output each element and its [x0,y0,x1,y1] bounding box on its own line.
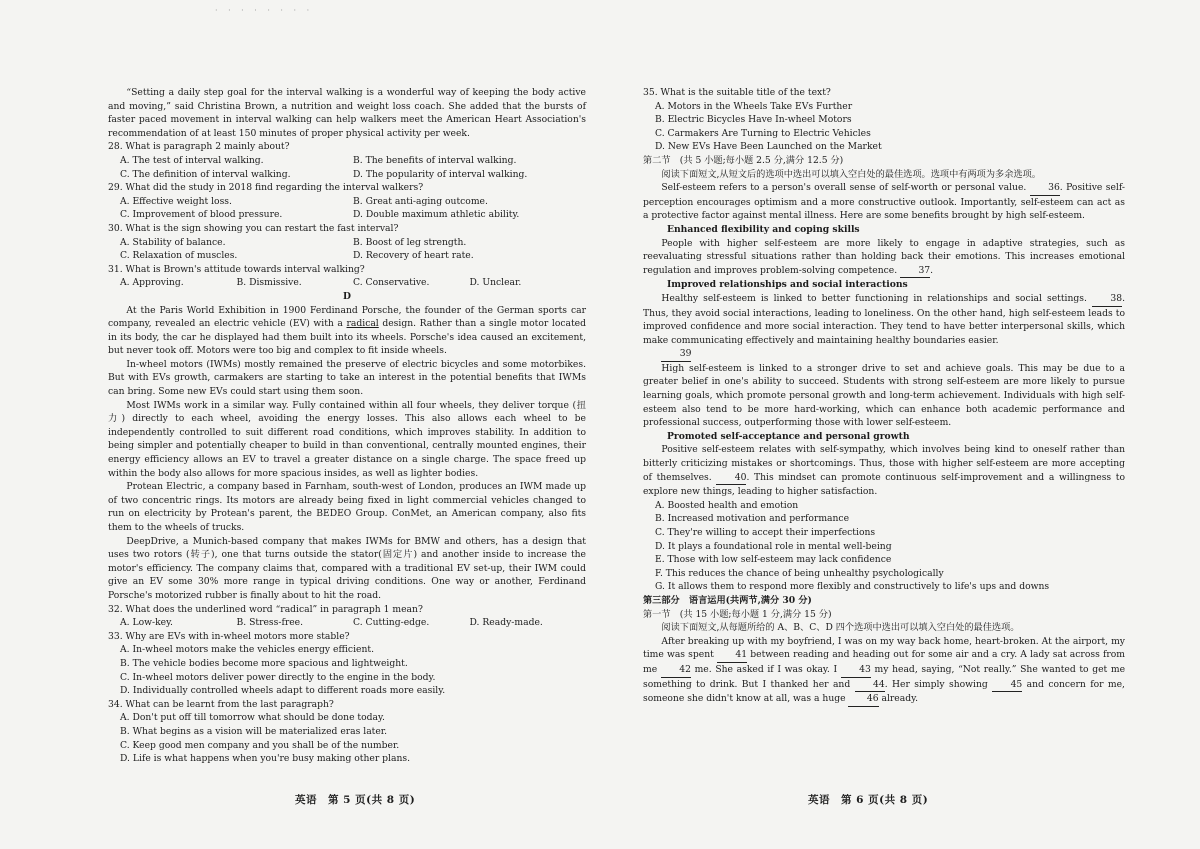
option: D. Unclear. [469,277,522,289]
subheading-relationships: Improved relationships and social interactions [667,279,908,291]
p2-text: People with higher self-esteem are more likely to engage in adaptive strategies, such as reevaluating stressful situations rather than holding back their emotions. This increases emotional regulation and improves problem-solving competence. [643,237,1125,276]
cloze-text: between reading and heading out for some air and a cry. A lady sat across from me [643,649,1125,675]
cloze-text: already. [881,693,918,705]
section-2-heading: 第二节 (共 5 小题;每小题 2.5 分,满分 12.5 分) [643,154,844,166]
scan-marks: · · · · · · · · [215,6,314,15]
question-34: 34. What can be learnt from the last paragraph? [108,698,334,710]
question-33: 33. Why are EVs with in-wheel motors more stable? [108,630,350,642]
option: B. Dismissive. [236,277,302,289]
intro-paragraph: “Setting a daily step goal for the interval walking is a wonderful way of keeping the body active and moving,” said Christina Brown, a nutrition and weight loss coach. She added that the bursts of faster paced movement in interval walking can help walkers meet the American Heart Association's recommendation of at least 150 minutes of proper physical activity per week. [108,87,586,139]
option: B. Boost of leg strength. [353,236,467,248]
q31-options [120,276,586,290]
cloze-text: my head, saying, “Not really.” She wanted to get me something to drink. But I thanked her and [643,663,1126,690]
question-31: 31. What is Brown's attitude towards interval walking? [108,263,365,275]
option: C. In-wheel motors deliver power directly to the engine in the body. [120,671,436,683]
passage-paragraph-3 [643,292,1125,347]
p3-text-end: . Thus, they avoid social interactions, leading to loneliness. On the other hand, high self-esteem leads to improved confidence and more social interaction. They tend to have better interpersonal skills, which make communicating effectively and maintaining healthy boundaries easier. [643,292,1126,346]
option: A. The test of interval walking. [120,154,264,166]
section-1-instructions: 阅读下面短文,从每题所给的 A、B、C、D 四个选项中选出可以填入空白处的最佳选项。 [661,622,1020,634]
d-paragraph-3: Most IWMs work in a similar way. Fully contained within all four wheels, they deliver torque (扭力) directly to each wheel, avoiding the energy losses. This also allows each wheel to be independently controlled to suit different road conditions, which improves stability. In addition to being simpler and potentially cheaper to build in than conventional, centrally mounted engines, their energy efficiency allows an EV to travel a greater distance on a single charge. The space freed up within the body also allows for more spacious insides, as well as lighter bodies. [108,399,586,479]
right-page [643,86,1125,707]
choice-option: E. Those with low self-esteem may lack confidence [655,554,892,566]
option: A. Low-key. [120,617,173,629]
q32-options [120,616,586,630]
subheading-self-acceptance: Promoted self-acceptance and personal growth [667,430,910,442]
section-2-instructions: 阅读下面短文,从短文后的选项中选出可以填入空白处的最佳选项。选项中有两项为多余选项。 [661,168,1041,180]
option: B. Electric Bicycles Have In-wheel Motors [655,114,852,126]
q29-options [120,195,586,222]
cloze-text: me. She asked if I was okay. I [694,663,838,675]
choice-option: B. Increased motivation and performance [655,513,850,525]
part-3-heading: 第三部分 语言运用(共两节,满分 30 分) [643,594,812,606]
blank-39-line [643,347,1125,362]
option: B. The benefits of interval walking. [353,154,517,166]
option: B. The vehicle bodies become more spacious and lightweight. [120,657,408,669]
q28-options [120,154,586,181]
passage-paragraph-1 [643,181,1125,223]
section-1-heading: 第一节 (共 15 小题;每小题 1 分,满分 15 分) [643,608,832,620]
question-30: 30. What is the sign showing you can restart the fast interval? [108,222,399,234]
question-32: 32. What does the underlined word “radical” in paragraph 1 mean? [108,603,423,615]
option: B. Stress-free. [236,617,304,629]
option: D. Recovery of heart rate. [353,250,474,262]
option: C. Relaxation of muscles. [120,250,238,262]
option: C. Improvement of blood pressure. [120,209,283,221]
option: D. Double maximum athletic ability. [353,209,520,221]
option: D. Ready-made. [469,617,543,629]
option: A. Effective weight loss. [120,195,232,207]
blank-43: 43 [841,663,871,678]
blank-44: 44 [855,678,885,693]
choice-option: D. It plays a foundational role in mental well-being [655,540,892,552]
underlined-word-radical: radical [346,318,379,330]
d-p1-text-end: design. Rather than a single motor located in its body, the car he displayed had them built into its wheels. Porsche's idea caused an excitement, but never took off. Motors were too big and complex to fit inside wheels. [108,318,586,357]
page-footer-5: 英语 第 5 页(共 8 页) [295,794,416,806]
choice-option: A. Boosted health and emotion [655,499,799,511]
blank-39: 39 [661,347,691,362]
choice-option: F. This reduces the chance of being unhealthy psychologically [655,567,944,579]
option: C. Conservative. [353,277,430,289]
blank-41: 41 [717,648,747,663]
p1-text-end: . Positive self-perception encourages optimism and a more constructive outlook. Importantly, self-esteem can act as a protective factor against mental illness. Here are some benefits brought by high self-esteem. [643,182,1126,222]
p5-text-end: . This mindset can promote continuous self-improvement and a willingness to explore new things, leading to higher satisfaction. [643,471,1126,498]
cloze-text: After breaking up with my boyfriend, I was on my way back home, heart-broken. At the airport, my time was spent [643,635,1125,661]
question-35: 35. What is the suitable title of the text? [643,87,831,98]
section-d-heading: D [343,290,351,302]
passage-paragraph-2: People with higher self-esteem are more likely to engage in adaptive strategies, such as reevaluating stressful situations rather than holding back their emotions. This increases emotional regulation and improves problem-solving competence. 37. [643,237,1125,279]
option: A. Motors in the Wheels Take EVs Further [655,100,853,112]
option: A. Don't put off till tomorrow what should be done today. [120,712,385,724]
option: C. Keep good men company and you shall be of the number. [120,739,400,751]
option: B. Great anti-aging outcome. [353,195,488,207]
question-28: 28. What is paragraph 2 mainly about? [108,141,290,153]
subheading-flexibility: Enhanced flexibility and coping skills [667,223,860,235]
cloze-text: . Her simply showing [884,678,988,690]
passage-paragraph-4: High self-esteem is linked to a stronger drive to set and achieve goals. This may be due to a greater belief in one's ability to succeed. Students with strong self-esteem are more likely to pursue learning goals, which promote personal growth and long-term achievement. Individuals with high self-esteem also tend to be more hard-working, which can enhance both academic performance and professional success, outperforming those with lower self-esteem. [643,362,1125,429]
passage-paragraph-5 [643,443,1125,498]
blank-38: 38 [1092,292,1122,307]
option: A. In-wheel motors make the vehicles energy efficient. [120,644,374,656]
blank-45: 45 [992,678,1022,693]
option: C. The definition of interval walking. [120,168,291,180]
option: A. Approving. [120,277,184,289]
d-paragraph-5: DeepDrive, a Munich-based company that makes IWMs for BMW and others, has a design that uses two rotors (转子), one that turns outside the stator(固定片) and another inside to increase the motor's efficiency. The company claims that, compared with a traditional EV set-up, their IWM could give an EV some 30% more range in typical driving conditions. One way or another, Ferdinand Porsche's motorized rubber is finally about to hit the road. [108,535,586,601]
d-p1-text: At the Paris World Exhibition in 1900 Ferdinand Porsche, the founder of the German sports car company, revealed an electric vehicle (EV) with a [108,304,586,330]
choice-option: C. They're willing to accept their imperfections [655,527,876,538]
option: B. What begins as a vision will be materialized eras later. [120,725,388,737]
option: D. The popularity of interval walking. [353,168,528,180]
p5-text: Positive self-esteem relates with self-sympathy, which involves being kind to oneself rather than bitterly criticizing mistakes or shortcomings. Thus, those with higher self-esteem are more accepting of themselves. [643,444,1125,483]
blank-42: 42 [661,663,691,678]
option: D. Life is what happens when you're busy making other plans. [120,753,411,765]
blank-37: 37 [900,264,930,279]
option: A. Stability of balance. [120,236,226,248]
blank-40: 40 [716,471,746,486]
left-page [108,86,586,766]
d-paragraph-4: Protean Electric, a company based in Farnham, south-west of London, produces an IWM made up of two concentric rings. Its motors are already being fixed in light commercial vehicles changed to run on electricity by Protean's parent, the BEDEO Group. ConMet, an American company, also fits them to the wheels of trucks. [108,481,586,533]
option: C. Cutting-edge. [353,617,430,629]
page-footer-6: 英语 第 6 页(共 8 页) [808,794,929,806]
option: C. Carmakers Are Turning to Electric Vehicles [655,127,871,139]
p3-text: Healthy self-esteem is linked to better functioning in relationships and social settings. [661,292,1087,304]
blank-36: 36 [1030,181,1060,196]
cloze-text: and concern for me, someone she didn't know at all, was a huge [643,678,1125,705]
cloze-paragraph [643,635,1125,707]
p1-text: Self-esteem refers to a person's overall sense of self-worth or personal value. [661,182,1027,194]
option: D. New EVs Have Been Launched on the Market [655,141,882,153]
question-29: 29. What did the study in 2018 find regarding the interval walkers? [108,182,424,194]
d-paragraph-2: In-wheel motors (IWMs) mostly remained the preserve of electric bicycles and some motorbikes. But with EVs growth, carmakers are starting to take an interest in the potential benefits that IWMs can bring. Some new EVs could start using them soon. [108,358,586,398]
choice-option: G. It allows them to respond more flexibly and constructively to life's ups and downs [655,581,1050,593]
q30-options [120,236,586,263]
option: D. Individually controlled wheels adapt to different roads more easily. [120,685,446,697]
blank-46: 46 [848,692,878,707]
d-paragraph-1 [108,304,586,358]
